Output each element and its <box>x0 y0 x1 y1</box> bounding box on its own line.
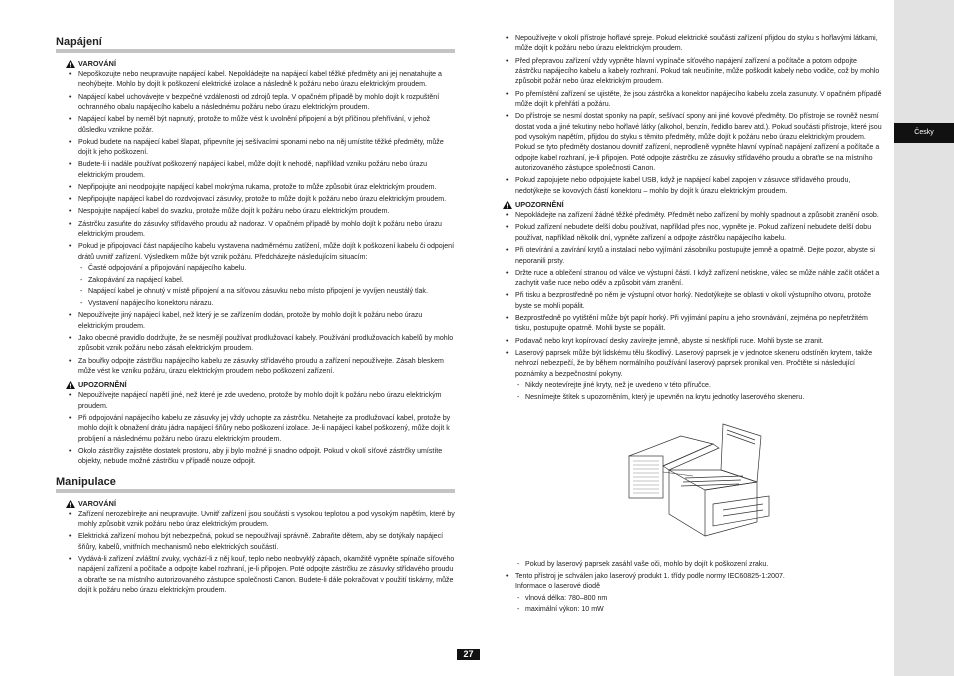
caution-icon <box>66 381 75 389</box>
caution-label: UPOZORNĚNÍ <box>66 380 455 390</box>
handling-warning-list <box>56 510 455 597</box>
warning-label: VAROVÁNÍ <box>66 59 455 69</box>
page-number: 27 <box>457 649 480 660</box>
list-item: • Vydává-li zařízení zvláštní zvuky, vychází-li z něj kouř, teplo nebo neobvyklý zápach, okamžitě vypněte spínače síťového napájení zařízení a počítače a odpojte kabel rozhraní, je-li připojen. Poté odpojte zástrčku ze zásuvky střídavého proudu a obraťte se na místního autorizovaného zástupce společnosti Canon. Budete-li dále pokračovat v použití tiskárny, může dojít k požáru nebo úrazu elektrickým proudem. <box>56 555 455 597</box>
sub-list-item: - vlnová délka: 780–800 nm <box>515 594 883 604</box>
sub-list-item: - Pokud by laserový paprsek zasáhl vaše oči, mohlo by dojít k poškození zraku. <box>515 560 883 570</box>
section-rule <box>56 489 455 493</box>
list-item: • Zařízení nerozebírejte ani neupravujte. Uvnitř zařízení jsou součásti s vysokou teplotou a pod vysokým napětím, které by mohly způsobit vznik požáru nebo úraz elektrickým proudem. <box>56 510 455 531</box>
list-item: • Pokud je připojovací část napájecího kabelu vystavena nadměrnému zatížení, může dojít k poškození kabelu či odpojení drátů uvnitř zařízení. Výsledkem může být vznik požáru. Předcházejte následujícím situacím: - Časté odpojování a připojování napájecího kabelu. - Zakopávání za napájecí kabel. - Napájecí kabel je ohnutý v místě připojení a na síťovou zásuvku nebo místo připojení je vyvíjen neustálý tlak. - Vystavení napájecího konektoru nárazu. <box>56 242 455 309</box>
warning-icon <box>66 500 75 508</box>
power-caution-list <box>56 391 455 467</box>
laser-diode-info-label: Informace o laserové diodě <box>515 583 601 591</box>
list-item: • Před přepravou zařízení vždy vypněte hlavní vypínače síťového napájení zařízení a počítače a potom odpojte zástrčku napájecího kabelu a kabely rozhraní. Pokud tak neučiníte, může poškodit kabely nebo vodiče, což by mohlo způsobit požár nebo úraz elektrickým proudem. <box>493 57 883 88</box>
list-item: • Nespojujte napájecí kabel do svazku, protože může dojít k požáru nebo úrazu elektrickým proudem. <box>56 207 455 217</box>
list-item: • Nepoškozujte nebo neupravujte napájecí kabel. Nepokládejte na napájecí kabel těžké předměty ani jej nenatahujte a neohýbejte. Mohlo by dojít k poškození elektrické izolace a následně k požáru nebo úrazu elektrickým proudem. <box>56 70 455 91</box>
list-item: • Nepoužívejte napájecí napětí jiné, než které je zde uvedeno, protože by mohlo dojít k požáru nebo úrazu elektrickým proudem. <box>56 391 455 412</box>
sub-list-item: - Vystavení napájecího konektoru nárazu. <box>78 299 455 309</box>
sub-list <box>515 560 883 570</box>
warning-label: VAROVÁNÍ <box>66 499 455 509</box>
section-rule <box>56 49 455 53</box>
list-item: • Nepřipojujte napájecí kabel do rozdvojovací zásuvky, protože to může dojít k požáru nebo úrazu elektrickým proudem. <box>56 195 455 205</box>
power-warning-list <box>56 70 455 377</box>
handling-warning-list-continued <box>493 34 883 197</box>
section-title-power: Napájení <box>56 36 102 48</box>
sub-list <box>515 381 883 403</box>
list-item: • Nepokládejte na zařízení žádné těžké předměty. Předmět nebo zařízení by mohly spadnout a způsobit zranění osob. <box>493 211 883 221</box>
sub-list-item: - Napájecí kabel je ohnutý v místě připojení a na síťovou zásuvku nebo místo připojení je vyvíjen neustálý tlak. <box>78 287 455 297</box>
left-column <box>56 0 455 600</box>
list-item: • Pokud zapojujete nebo odpojujete kabel USB, když je napájecí kabel zapojen v zásuvce střídavého proudu, nedotýkejte se kovových částí konektoru – mohlo by dojít k úrazu elektrickým proudem. <box>493 176 883 197</box>
list-item: • Při tisku a bezprostředně po něm je výstupní otvor horký. Nedotýkejte se oblasti v okolí výstupního otvoru, protože byste se mohli popálit. <box>493 291 883 312</box>
handling-caution-list <box>493 211 883 616</box>
warning-icon <box>66 60 75 68</box>
list-item: • Laserový paprsek může být lidskému tělu škodlivý. Laserový paprsek je v jednotce skeneru odstíněn krytem, takže nehrozí nebezpečí, že by během normálního používání laserový paprsek pronikal ven. Pročtěte si následující poznámky a bezpečnostní pokyny. - Nikdy neotevírejte jiné kryty, než je uvedeno v této příručce. - Nesnímejte štítek s upozorněním, který je upevněn na krytu jednotky laserového skeneru. - Pokud by laserový paprsek zasáhl vaše oči, mohlo by dojít k poškození zraku. <box>493 349 883 570</box>
list-item: • Nepoužívejte v okolí přístroje hořlavé spreje. Pokud elektrické součásti zařízení přijdou do styku s hořlavými látkami, může dojít k požáru nebo úrazu elektrickým proudem. <box>493 34 883 55</box>
section-title-handling: Manipulace <box>56 475 116 488</box>
list-item: • Jako obecné pravidlo dodržujte, že se nesmějí používat prodlužovací kabely. Používání prodlužovacích kabelů by mohlo způsobit vznik požáru nebo zásah elektrickým proudem. <box>56 334 455 355</box>
list-item: • Při odpojování napájecího kabelu ze zásuvky jej vždy uchopte za zástrčku. Netahejte za prodlužovací kabel, protože by mohlo dojít k obnažení drátu jádra napájecí šňůry nebo poškození izolace. Je-li napájecí kabel poškozený, může dojít k probíjení a následnému požáru nebo úrazu elektrickým proudem. <box>56 414 455 445</box>
list-item: • Podavač nebo kryt kopírovací desky zavírejte jemně, abyste si neskřípli ruce. Mohli byste se zranit. <box>493 337 883 347</box>
sub-list-item: - Nesnímejte štítek s upozorněním, který je upevněn na krytu jednotky laserového skeneru. <box>515 393 883 403</box>
sub-list <box>515 594 883 616</box>
caution-icon <box>503 201 512 209</box>
list-item: • Pokud zařízení nebudete delší dobu používat, například přes noc, vypněte je. Pokud zařízení nebudete delší dobu používat, například několik dní, vypněte zařízení a odpojte zástrčku napájecího kabelu. <box>493 223 883 244</box>
sub-list-item: - Nikdy neotevírejte jiné kryty, než je uvedeno v této příručce. <box>515 381 883 391</box>
list-item: • Za bouřky odpojte zástrčku napájecího kabelu ze zásuvky střídavého proudu a zařízení nepoužívejte. Zásah bleskem může vést ke vzniku požáru, úrazu elektrickým proudem nebo poškození zařízení. <box>56 357 455 378</box>
list-item: • Napájecí kabel uchovávejte v bezpečné vzdálenosti od zdrojů tepla. V opačném případě by mohlo dojít k rozpuštění ochranného obalu napájecího kabelu a následnému požáru nebo úrazu elektrickým proudem. <box>56 93 455 114</box>
language-tab: Česky <box>894 123 954 143</box>
list-item: • Napájecí kabel by neměl být napnutý, protože to může vést k uvolnění připojení a být příčinou přehřívání, v jehož důsledku vznikne požár. <box>56 115 455 136</box>
right-column <box>493 0 883 619</box>
list-item: • Při otevírání a zavírání krytů a instalaci nebo vyjímání zásobníku postupujte jemně a opatrně. Dejte pozor, abyste si neporanili prsty. <box>493 246 883 267</box>
list-item: • Tento přístroj je schválen jako laserový produkt 1. třídy podle normy IEC60825-1:2007. Informace o laserové diodě - vlnová délka: 780–800 nm - maximální výkon: 10 mW <box>493 572 883 616</box>
list-item: • Po přemístění zařízení se ujistěte, že jsou zástrčka a konektor napájecího kabelu zcela zasunuty. V opačném případě může dojít k přehřátí a požáru. <box>493 90 883 111</box>
sub-list-item: - Zakopávání za napájecí kabel. <box>78 276 455 286</box>
list-item: • Elektrická zařízení mohou být nebezpečná, pokud se nepoužívají správně. Zabraňte dětem, aby se dotýkaly napájecí šňůry, kabelů, vnitřních mechanismů nebo elektrických součástí. <box>56 532 455 553</box>
sub-list <box>78 264 455 310</box>
list-item: • Bezprostředně po vytištění může být papír horký. Při vyjímání papíru a jeho srovnávání, zejména po nepřetržitém tisku, postupujte opatrně. Mohli byste se popálit. <box>493 314 883 335</box>
printer-laser-label-illustration <box>623 418 773 546</box>
sub-list-item: - Časté odpojování a připojování napájecího kabelu. <box>78 264 455 274</box>
list-item: • Zástrčku zasuňte do zásuvky střídavého proudu až nadoraz. V opačném případě by mohlo dojít k požáru nebo úrazu elektrickým proudem. <box>56 220 455 241</box>
list-item: • Nepřipojujte ani neodpojujte napájecí kabel mokrýma rukama, protože to může způsobit úraz elektrickým proudem. <box>56 183 455 193</box>
caution-label: UPOZORNĚNÍ <box>503 200 883 210</box>
list-item: • Okolo zástrčky zajistěte dostatek prostoru, aby ji bylo možné ji snadno odpojit. Pokud v okolí síťové zástrčky umístíte objekty, nebude možné zástrčku v případě nouze odpojit. <box>56 447 455 468</box>
side-panel <box>894 0 954 676</box>
list-item: • Do přístroje se nesmí dostat sponky na papír, sešívací spony ani jiné kovové předměty. Do přístroje se rovněž nesmí dostat voda a jiné tekutiny nebo hořlavé látky (alkohol, benzín, ředidlo barev atd.). Pokud součásti přístroje, které jsou pod vysokým napětím, přijdou do styku s těmito předměty, může dojít k požáru nebo úrazu elektrickým proudem. Pokud se tyto předměty dostanou dovnitř zařízení, neprodleně vypněte hlavní vypínač napájení zařízení a počítače a odpojte kabel rozhraní, je-li připojen. Poté odpojte zástrčku ze zásuvky střídavého proudu a obraťte se na místního autorizovaného zástupce společnosti Canon. <box>493 112 883 174</box>
list-item: • Budete-li i nadále používat poškozený napájecí kabel, může dojít k nehodě, například vzniku požáru nebo úrazu elektrickým proudem. <box>56 160 455 181</box>
list-item: • Držte ruce a oblečení stranou od válce ve výstupní části. I když zařízení netiskne, válec se může náhle začít otáčet a zachytit vaše ruce nebo oděv a způsobit vám zranění. <box>493 269 883 290</box>
sub-list-item: - maximální výkon: 10 mW <box>515 605 883 615</box>
list-item: • Nepoužívejte jiný napájecí kabel, než který je se zařízením dodán, protože by mohlo dojít k požáru nebo úrazu elektrickým proudem. <box>56 311 455 332</box>
list-item: • Pokud budete na napájecí kabel šlapat, připevníte jej sešívacími sponami nebo na něj umístíte těžké předměty, může dojít k jeho poškození. <box>56 138 455 159</box>
